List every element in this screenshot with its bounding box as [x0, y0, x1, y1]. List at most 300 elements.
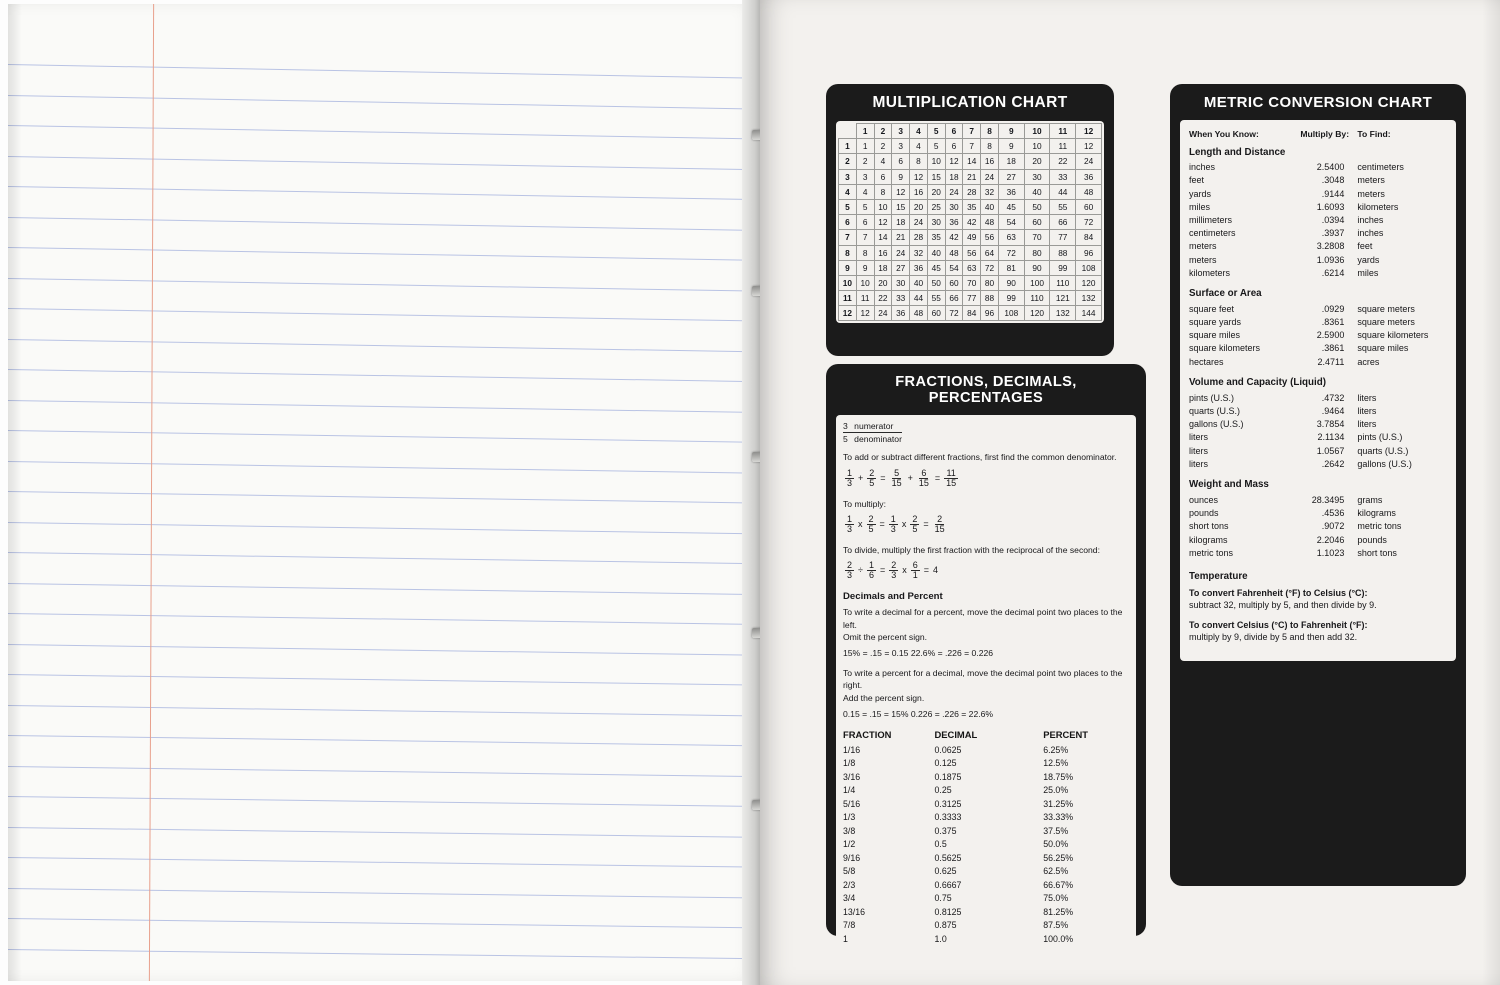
fdp-fraction: 5/16 [843, 798, 861, 809]
mult-row-header: 6 [839, 215, 857, 230]
fdp-header-row [843, 728, 1129, 743]
mult-cell: 24 [910, 215, 928, 230]
mult-cell: 90 [998, 275, 1024, 290]
mult-cell: 24 [1076, 154, 1102, 169]
fdp-decimal: 0.625 [934, 866, 957, 877]
fdp-fraction: 1/3 [843, 812, 856, 823]
mult-cell: 77 [963, 291, 981, 306]
mult-row [839, 139, 1102, 154]
metric-group-name: Weight and Mass [1189, 479, 1269, 491]
mult-cell: 6 [945, 139, 963, 154]
metric-known: meters [1189, 241, 1217, 252]
metric-row [1189, 227, 1448, 240]
dp-line-3: To write a percent for a decimal, move the decimal point two places to the right. [843, 668, 1123, 691]
fdp-decimal: 0.375 [934, 825, 957, 836]
divide-equation: $\frac{2}{3}$ ÷ $\frac{1}{6}$ = $\frac{2}{3}$ x $\frac{6}{1}$ = 4 [847, 559, 939, 581]
metric-row [1189, 520, 1448, 533]
mult-cell: 32 [910, 245, 928, 260]
mult-cell: 72 [945, 306, 963, 321]
mult-cell: 24 [981, 169, 999, 184]
metric-known: centimeters [1189, 228, 1236, 239]
mult-cell: 84 [963, 306, 981, 321]
mult-cell: 60 [1076, 199, 1102, 214]
mult-cell: 18 [945, 169, 963, 184]
mult-cell: 3 [856, 169, 874, 184]
f-to-c-title: To convert Fahrenheit (°F) to Celsius (°C): [1189, 587, 1368, 598]
mult-cell: 36 [945, 215, 963, 230]
mult-cell: 18 [892, 215, 910, 230]
fdp-decimal: 1.0 [934, 933, 947, 944]
fdp-percent: 37.5% [1043, 825, 1069, 836]
mult-cell: 28 [963, 184, 981, 199]
mult-cell: 22 [874, 291, 892, 306]
c-to-f-title: To convert Celsius (°C) to Fahrenheit (°F): [1189, 619, 1368, 630]
fdp-decimal: 0.5625 [934, 852, 962, 863]
fdp-percent: 25.0% [1043, 785, 1069, 796]
metric-known: kilograms [1189, 534, 1228, 545]
metric-factor: .8361 [1321, 317, 1345, 328]
metric-result: acres [1357, 356, 1380, 367]
metric-factor: .0929 [1321, 303, 1345, 314]
fdp-fraction: 3/8 [843, 825, 856, 836]
metric-column-header: When You Know: [1189, 128, 1259, 139]
fdp-row [843, 797, 1129, 810]
metric-factor: 1.1023 [1316, 547, 1345, 558]
ruled-line [8, 918, 760, 928]
mult-col-header: 7 [963, 124, 981, 139]
mult-cell: 90 [1024, 260, 1050, 275]
mult-cell: 36 [892, 306, 910, 321]
ruled-line [8, 308, 760, 322]
metric-result: meters [1357, 188, 1385, 199]
fdp-percent: 18.75% [1043, 771, 1074, 782]
mult-row-header: 10 [839, 275, 857, 290]
ruled-line [8, 796, 760, 807]
metric-group-heading-row [1189, 143, 1448, 161]
mult-cell: 10 [856, 275, 874, 290]
metric-known: yards [1189, 188, 1212, 199]
mult-cell: 63 [963, 260, 981, 275]
metric-known: liters [1189, 458, 1209, 469]
mult-cell: 12 [892, 184, 910, 199]
mult-cell: 35 [927, 230, 945, 245]
mult-cell: 8 [874, 184, 892, 199]
numerator-label: numerator [854, 421, 894, 431]
mult-cell: 70 [1024, 230, 1050, 245]
metric-result: liters [1357, 406, 1377, 416]
metric-factor: .0394 [1321, 214, 1345, 225]
fdp-fraction: 1/2 [843, 839, 856, 850]
metric-known: hectares [1189, 356, 1224, 367]
mult-cell: 9 [998, 139, 1024, 154]
mult-cell: 56 [981, 230, 999, 245]
mult-cell: 10 [874, 199, 892, 214]
ruled-line [8, 766, 760, 777]
ruled-lines [8, 4, 760, 981]
fdp-fraction: 1 [843, 933, 848, 944]
metric-group-name: Volume and Capacity (Liquid) [1189, 377, 1326, 389]
mult-cell: 24 [874, 306, 892, 321]
mult-cell: 60 [945, 275, 963, 290]
mult-cell: 54 [945, 260, 963, 275]
mult-col-header: 9 [998, 124, 1024, 139]
fractions-panel-body [836, 415, 1136, 954]
metric-known: kilometers [1189, 267, 1231, 278]
fdp-percent: 75.0% [1043, 893, 1069, 904]
mult-cell: 88 [981, 291, 999, 306]
mult-row-header: 7 [839, 230, 857, 245]
metric-result: square kilometers [1357, 330, 1429, 341]
mult-cell: 16 [981, 154, 999, 169]
fdp-fraction: 1/8 [843, 758, 856, 769]
dp-line-4: Add the percent sign. [843, 692, 925, 703]
fdp-decimal: 0.875 [934, 920, 957, 931]
metric-known: square feet [1189, 303, 1235, 314]
fdp-percent: 31.25% [1043, 798, 1074, 809]
metric-chart-body [1180, 120, 1456, 661]
mult-row-header: 9 [839, 260, 857, 275]
fdp-percent: 87.5% [1043, 920, 1069, 931]
mult-cell: 80 [1024, 245, 1050, 260]
metric-known: pounds [1189, 508, 1219, 519]
metric-row [1189, 533, 1448, 546]
mult-row-header: 3 [839, 169, 857, 184]
mult-cell: 132 [1050, 306, 1076, 321]
fahrenheit-to-celsius [1189, 587, 1448, 611]
metric-row [1189, 240, 1448, 253]
metric-factor: 3.7854 [1316, 419, 1345, 430]
mult-cell: 21 [892, 230, 910, 245]
fdp-decimal: 0.1875 [934, 771, 962, 782]
mult-col-header: 1 [856, 124, 874, 139]
fdp-decimal: 0.125 [934, 758, 957, 769]
mult-col-header: 10 [1024, 124, 1050, 139]
metric-result: feet [1357, 241, 1373, 252]
mult-cell: 72 [981, 260, 999, 275]
fdp-percent: 33.33% [1043, 812, 1074, 823]
multiplication-chart-panel [826, 84, 1114, 356]
metric-known: metric tons [1189, 547, 1234, 558]
metric-known: miles [1189, 201, 1211, 212]
mult-col-header: 4 [910, 124, 928, 139]
metric-row [1189, 200, 1448, 213]
c-to-f-body: multiply by 9, divide by 5 and then add 32. [1189, 631, 1358, 642]
mult-row-header: 11 [839, 291, 857, 306]
fdp-decimal: 0.25 [934, 785, 952, 796]
metric-known: square kilometers [1189, 343, 1261, 354]
fdp-fraction: 5/8 [843, 866, 856, 877]
metric-known: quarts (U.S.) [1189, 406, 1241, 416]
mult-cell: 8 [856, 245, 874, 260]
mult-cell: 108 [1076, 260, 1102, 275]
mult-row [839, 154, 1102, 169]
mult-cell: 8 [981, 139, 999, 154]
mult-cell: 14 [963, 154, 981, 169]
mult-cell: 11 [856, 291, 874, 306]
metric-factor: .9144 [1321, 188, 1345, 199]
mult-cell: 50 [927, 275, 945, 290]
ruled-line [8, 125, 760, 139]
metric-row [1189, 493, 1448, 506]
ruled-line [8, 64, 760, 79]
mult-cell: 4 [856, 184, 874, 199]
fdp-column-header: PERCENT [1043, 728, 1088, 740]
mult-cell: 42 [963, 215, 981, 230]
metric-factor: 2.5400 [1316, 162, 1345, 173]
mult-cell: 108 [998, 306, 1024, 321]
metric-factor: 1.6093 [1316, 201, 1345, 212]
fdp-percent: 6.25% [1043, 744, 1069, 755]
multiplication-chart-title: MULTIPLICATION CHART [872, 94, 1068, 111]
mult-cell: 80 [981, 275, 999, 290]
mult-cell: 3 [892, 139, 910, 154]
mult-cell: 7 [963, 139, 981, 154]
mult-cell: 10 [927, 154, 945, 169]
metric-group-heading-row [1189, 470, 1448, 493]
mult-cell: 12 [1076, 139, 1102, 154]
fdp-row [843, 770, 1129, 783]
celsius-to-fahrenheit [1189, 619, 1448, 643]
mult-cell: 144 [1076, 306, 1102, 321]
mult-cell: 30 [927, 215, 945, 230]
metric-known: gallons (U.S.) [1189, 419, 1244, 430]
mult-row-header: 8 [839, 245, 857, 260]
mult-cell: 5 [927, 139, 945, 154]
metric-factor: .2642 [1321, 458, 1345, 469]
mult-cell: 12 [874, 215, 892, 230]
mult-cell: 32 [981, 184, 999, 199]
mult-cell: 6 [856, 215, 874, 230]
fdp-row [843, 932, 1129, 945]
mult-cell: 120 [1076, 275, 1102, 290]
fdp-row [843, 784, 1129, 797]
mult-cell: 30 [1024, 169, 1050, 184]
mult-cell: 22 [1050, 154, 1076, 169]
mult-cell: 40 [910, 275, 928, 290]
metric-row [1189, 546, 1448, 559]
fraction-parts-legend [843, 421, 1129, 444]
ruled-line [8, 217, 760, 231]
fdp-fraction: 1/16 [843, 744, 861, 755]
mult-cell: 6 [874, 169, 892, 184]
mult-cell: 10 [1024, 139, 1050, 154]
mult-cell: 35 [963, 199, 981, 214]
mult-cell: 2 [856, 154, 874, 169]
fdp-percent: 50.0% [1043, 839, 1069, 850]
mult-cell: 132 [1076, 291, 1102, 306]
multiply-equation: $\frac{1}{3}$ x $\frac{2}{5}$ = $\frac{1}{3}$ x $\frac{2}{5}$ = $\frac{2}{15}$ [847, 513, 945, 535]
metric-group-name: Length and Distance [1189, 146, 1286, 158]
fdp-percent: 66.67% [1043, 879, 1074, 890]
mult-cell: 96 [1076, 245, 1102, 260]
temperature-heading: Temperature [1189, 571, 1248, 583]
metric-factor: .3937 [1321, 228, 1345, 239]
metric-row [1189, 253, 1448, 266]
ruled-line [8, 613, 760, 625]
fdp-percent: 56.25% [1043, 852, 1074, 863]
mult-cell: 64 [981, 245, 999, 260]
dp-line-2: Omit the percent sign. [843, 631, 928, 642]
mult-cell: 18 [998, 154, 1024, 169]
mult-col-header: 11 [1050, 124, 1076, 139]
metric-factor: .3048 [1321, 175, 1345, 186]
mult-cell: 11 [1050, 139, 1076, 154]
mult-cell: 100 [1024, 275, 1050, 290]
fdp-decimal: 0.6667 [934, 879, 962, 890]
mult-row-header: 1 [839, 139, 857, 154]
metric-known: square miles [1189, 330, 1241, 341]
mult-cell: 70 [963, 275, 981, 290]
metric-row [1189, 507, 1448, 520]
addsub-equation: $\frac{1}{3}$ + $\frac{2}{5}$ = $\frac{5}{15}$ + $\frac{6}{15}$ = $\frac{11}{15}$ [847, 467, 957, 489]
fdp-decimal: 0.0625 [934, 744, 962, 755]
fractions-decimals-percentages-panel [826, 364, 1146, 944]
mult-cell: 110 [1024, 291, 1050, 306]
mult-cell: 45 [998, 199, 1024, 214]
fdp-column-header: DECIMAL [934, 728, 978, 740]
ruled-line [8, 400, 760, 413]
mult-cell: 16 [874, 245, 892, 260]
mult-cell: 48 [945, 245, 963, 260]
metric-group-heading-row [1189, 279, 1448, 302]
fdp-percent: 81.25% [1043, 906, 1074, 917]
mult-cell: 36 [1076, 169, 1102, 184]
metric-factor: 3.2808 [1316, 241, 1345, 252]
mult-row [839, 199, 1102, 214]
mult-cell: 5 [856, 199, 874, 214]
numerator-value: 3 [843, 421, 848, 431]
metric-row [1189, 174, 1448, 187]
fdp-fraction: 3/4 [843, 893, 856, 904]
mult-cell: 77 [1050, 230, 1076, 245]
metric-row [1189, 161, 1448, 174]
metric-chart-title: METRIC CONVERSION CHART [1203, 94, 1433, 111]
ruled-line [8, 827, 760, 838]
metric-result: pounds [1357, 534, 1387, 545]
mult-cell: 20 [874, 275, 892, 290]
metric-row [1189, 342, 1448, 355]
mult-cell: 28 [910, 230, 928, 245]
metric-row [1189, 187, 1448, 200]
mult-cell: 49 [963, 230, 981, 245]
left-ruled-page [8, 4, 760, 981]
ruled-line [8, 156, 760, 170]
ruled-line [8, 95, 760, 110]
fdp-fraction: 13/16 [843, 906, 866, 917]
metric-factor: .6214 [1321, 267, 1345, 278]
mult-row [839, 215, 1102, 230]
mult-cell: 48 [981, 215, 999, 230]
mult-cell: 48 [910, 306, 928, 321]
mult-cell: 63 [998, 230, 1024, 245]
fdp-row [843, 878, 1129, 891]
metric-known: inches [1189, 162, 1216, 173]
fdp-row [843, 824, 1129, 837]
metric-factor: 2.4711 [1317, 356, 1345, 367]
fdp-percent: 62.5% [1043, 866, 1069, 877]
ruled-line [8, 186, 760, 200]
dp-line-1: To write a decimal for a percent, move the decimal point two places to the left. [843, 607, 1123, 630]
metric-known: liters [1189, 445, 1209, 456]
mult-cell: 40 [1024, 184, 1050, 199]
metric-result: square meters [1357, 303, 1415, 314]
mult-cell: 99 [998, 291, 1024, 306]
metric-result: yards [1357, 254, 1380, 265]
divide-intro: To divide, multiply the first fraction with the reciprocal of the second: [843, 544, 1100, 555]
metric-result: inches [1357, 214, 1384, 225]
ruled-line [8, 461, 760, 474]
mult-cell: 56 [963, 245, 981, 260]
fraction-decimal-percent-table [843, 728, 1129, 946]
ruled-line [8, 857, 760, 868]
metric-row [1189, 302, 1448, 315]
metric-result: gallons (U.S.) [1357, 458, 1412, 469]
metric-row [1189, 213, 1448, 226]
fdp-fraction: 9/16 [843, 852, 861, 863]
metric-known: pints (U.S.) [1189, 392, 1235, 403]
mult-cell: 2 [874, 139, 892, 154]
mult-cell: 121 [1050, 291, 1076, 306]
mult-cell: 44 [1050, 184, 1076, 199]
mult-cell: 72 [1076, 215, 1102, 230]
mult-cell: 33 [1050, 169, 1076, 184]
ruled-line [8, 949, 760, 959]
metric-header-row [1189, 127, 1448, 143]
fdp-row [843, 811, 1129, 824]
mult-cell: 45 [927, 260, 945, 275]
mult-header-row [839, 124, 1102, 139]
ruled-line [8, 522, 760, 534]
metric-known: short tons [1189, 521, 1229, 532]
mult-cell: 50 [1024, 199, 1050, 214]
ruled-line [8, 430, 760, 443]
mult-row [839, 275, 1102, 290]
metric-row [1189, 266, 1448, 279]
metric-factor: .4536 [1321, 508, 1345, 519]
metric-row [1189, 418, 1448, 431]
fdp-row [843, 905, 1129, 918]
metric-row [1189, 404, 1448, 417]
mult-cell: 7 [856, 230, 874, 245]
mult-cell: 27 [892, 260, 910, 275]
metric-column-header: Multiply By: [1300, 128, 1350, 139]
mult-cell: 24 [892, 245, 910, 260]
multiplication-table-wrapper [836, 121, 1104, 323]
fractions-panel-title: FRACTIONS, DECIMALS, PERCENTAGES [895, 374, 1077, 406]
metric-row [1189, 329, 1448, 342]
ruled-line [8, 888, 760, 899]
mult-row-header: 5 [839, 199, 857, 214]
mult-cell: 18 [874, 260, 892, 275]
mult-row [839, 306, 1102, 321]
fdp-decimal: 0.3125 [934, 798, 962, 809]
metric-result: inches [1357, 228, 1384, 239]
mult-cell: 88 [1050, 245, 1076, 260]
metric-factor: 2.2046 [1316, 534, 1345, 545]
metric-result: pints (U.S.) [1357, 432, 1403, 443]
mult-cell: 12 [856, 306, 874, 321]
metric-result: short tons [1357, 547, 1397, 558]
mult-row-header: 12 [839, 306, 857, 321]
mult-cell: 120 [1024, 306, 1050, 321]
metric-known: meters [1189, 254, 1217, 265]
mult-col-header: 12 [1076, 124, 1102, 139]
metric-factor: .4732 [1321, 392, 1345, 403]
mult-cell: 9 [856, 260, 874, 275]
metric-row [1189, 391, 1448, 404]
ruled-line [8, 674, 760, 686]
metric-result: square meters [1357, 317, 1415, 328]
